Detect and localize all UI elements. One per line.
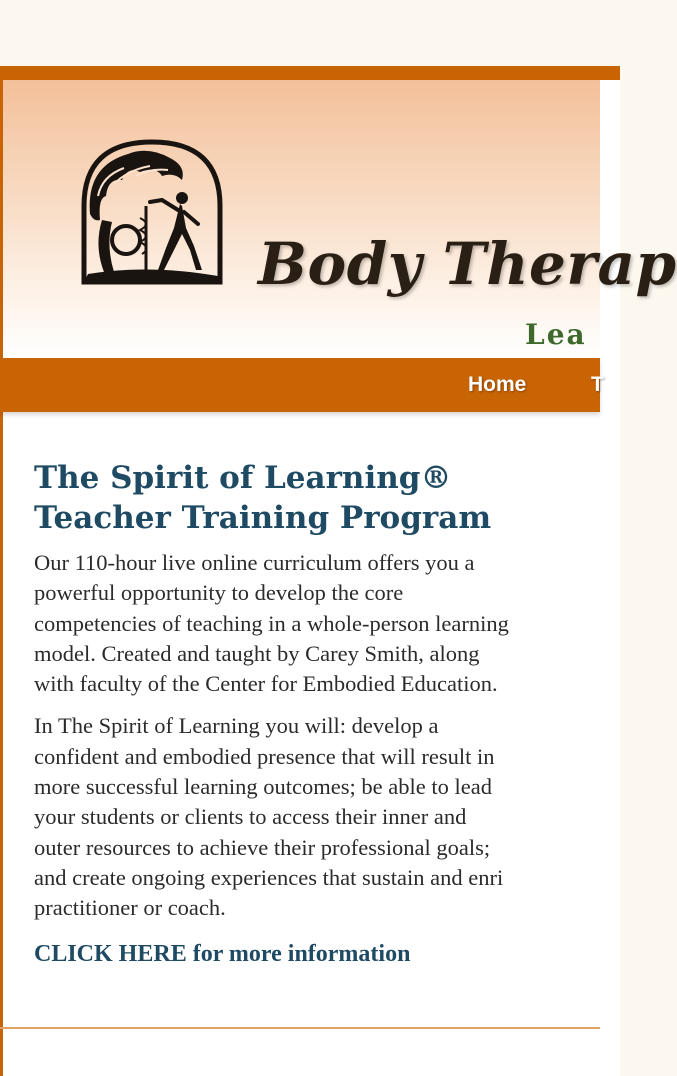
brand-subtitle: Lea — [525, 318, 587, 351]
footer-divider — [0, 1027, 600, 1029]
more-info-link[interactable]: CLICK HERE for more information — [34, 940, 411, 967]
benefits-line: your students or clients to access their inner and — [34, 804, 467, 830]
benefits-line: outer resources to achieve their professional goals; — [34, 834, 491, 860]
intro-line: competencies of teaching in a whole-person learning — [34, 610, 509, 636]
top-strip — [0, 0, 600, 66]
main-content — [34, 458, 654, 970]
site-header — [3, 80, 677, 358]
benefits-line: and create ongoing experiences that sustain and enri — [34, 864, 504, 890]
intro-line: model. Created and taught by Carey Smith, along — [34, 640, 480, 666]
page-title — [34, 458, 654, 538]
intro-line: with faculty of the Center for Embodied Education. — [34, 671, 498, 697]
benefits-paragraph — [34, 711, 654, 923]
page-title-line-1: The Spirit of Learning® — [34, 460, 452, 496]
benefits-line: confident and embodied presence that will result in — [34, 743, 495, 769]
intro-line: powerful opportunity to develop the core — [34, 580, 404, 606]
intro-paragraph — [34, 548, 654, 699]
nav-item-next[interactable]: T — [591, 373, 604, 396]
benefits-line: more successful learning outcomes; be able to lead — [34, 774, 492, 800]
benefits-line: In The Spirit of Learning you will: develop a — [34, 713, 439, 739]
benefits-line: practitioner or coach. — [34, 895, 226, 921]
main-nav — [0, 358, 604, 412]
intro-line: Our 110-hour live online curriculum offers you a — [34, 550, 475, 575]
nav-item-home[interactable]: Home — [468, 373, 527, 396]
tree-figure-logo-icon[interactable] — [78, 136, 226, 288]
brand-title[interactable]: Body Therap — [258, 230, 677, 298]
page-title-line-2: Teacher Training Program — [34, 500, 492, 536]
